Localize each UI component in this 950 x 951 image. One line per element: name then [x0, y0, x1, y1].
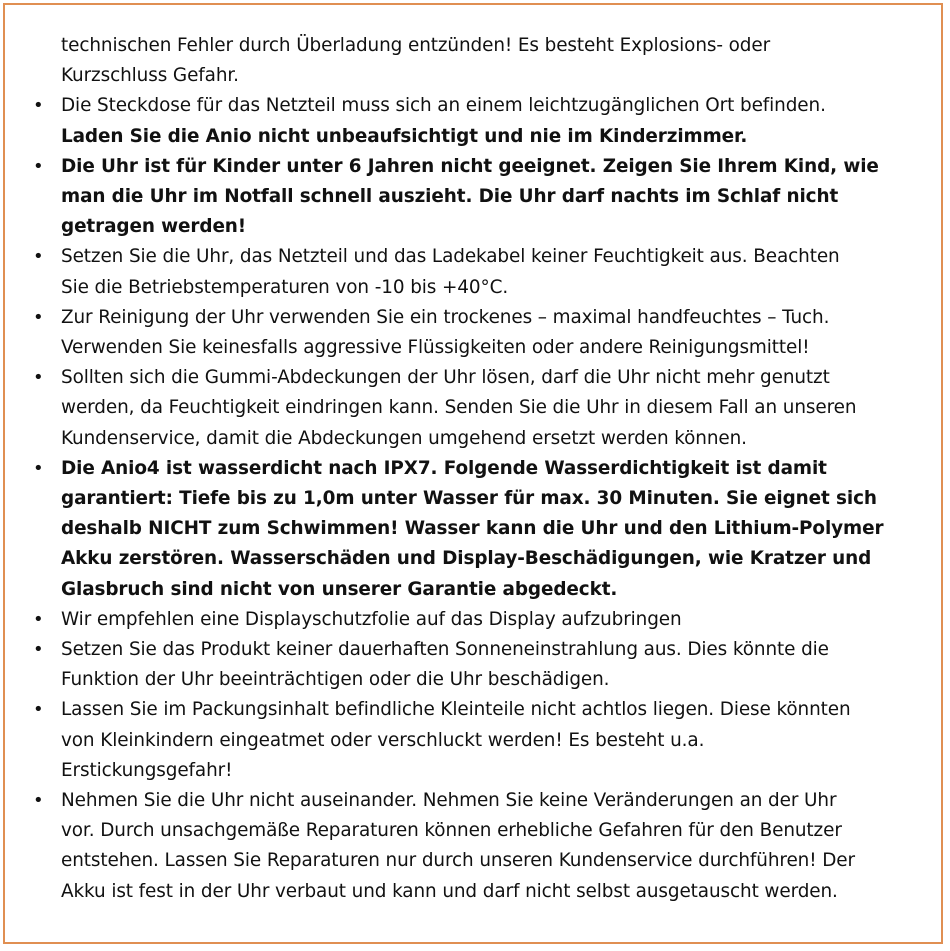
- list-item-line: Zur Reinigung der Uhr verwenden Sie ein trockenes – maximal handfeuchtes – Tuch.: [61, 306, 830, 328]
- list-item: [29, 635, 929, 695]
- list-item-line: Funktion der Uhr beeinträchtigen oder die Uhr beschädigen.: [61, 669, 610, 691]
- list-item-line: Die Uhr ist für Kinder unter 6 Jahren nicht geeignet. Zeigen Sie Ihrem Kind, wie: [61, 155, 879, 177]
- list-item-line: Akku zerstören. Wasserschäden und Display-Beschädigungen, wie Kratzer und: [61, 548, 872, 570]
- list-item-line: Akku ist fest in der Uhr verbaut und kann und darf nicht selbst ausgetauscht werden.: [61, 880, 838, 902]
- list-item: [29, 242, 929, 302]
- bullet-icon: [33, 91, 53, 121]
- list-item-line: entstehen. Lassen Sie Reparaturen nur durch unseren Kundenservice durchführen! Der: [61, 850, 855, 872]
- list-item-line: werden, da Feuchtigkeit eindringen kann. Senden Sie die Uhr in diesem Fall an unseren: [61, 397, 857, 419]
- bullet-icon: [33, 695, 53, 725]
- bullet-icon: [33, 786, 53, 816]
- list-item: [29, 303, 929, 363]
- list-item-line: vor. Durch unsachgemäße Reparaturen können erhebliche Gefahren für den Benutzer: [61, 820, 842, 842]
- list-item: [29, 363, 929, 454]
- list-item-line: Glasbruch sind nicht von unserer Garantie abgedeckt.: [61, 578, 618, 600]
- list-item: [29, 454, 929, 605]
- intro-paragraph: [29, 31, 929, 91]
- bullet-icon: [33, 454, 53, 484]
- list-item: [29, 605, 929, 635]
- list-item-line: Setzen Sie die Uhr, das Netzteil und das Ladekabel keiner Feuchtigkeit aus. Beachten: [61, 246, 840, 268]
- list-item-line: Die Steckdose für das Netzteil muss sich an einem leichtzugänglichen Ort befinden.: [61, 95, 826, 117]
- bullet-icon: [33, 363, 53, 393]
- bullet-icon: [33, 605, 53, 635]
- list-item-line: Lassen Sie im Packungsinhalt befindliche Kleinteile nicht achtlos liegen. Diese könnten: [61, 699, 851, 721]
- list-item-line: Wir empfehlen eine Displayschutzfolie auf das Display aufzubringen: [61, 608, 682, 630]
- list-item-line: man die Uhr im Notfall schnell auszieht. Die Uhr darf nachts im Schlaf nicht: [61, 186, 839, 208]
- intro-line: technischen Fehler durch Überladung entzünden! Es besteht Explosions- oder: [61, 35, 771, 56]
- list-item: [29, 91, 929, 151]
- bullet-icon: [33, 635, 53, 665]
- list-item-line: Verwenden Sie keinesfalls aggressive Flüssigkeiten oder andere Reinigungsmittel!: [61, 337, 810, 359]
- list-item-line: Laden Sie die Anio nicht unbeaufsichtigt und nie im Kinderzimmer.: [61, 125, 748, 147]
- list-item-line: Sollten sich die Gummi-Abdeckungen der Uhr lösen, darf die Uhr nicht mehr genutzt: [61, 367, 830, 389]
- bullet-icon: [33, 152, 53, 182]
- bullet-list: [29, 91, 929, 906]
- intro-line: Kurzschluss Gefahr.: [61, 65, 239, 87]
- list-item-line: Nehmen Sie die Uhr nicht auseinander. Nehmen Sie keine Veränderungen an der Uhr: [61, 790, 837, 812]
- list-item-line: deshalb NICHT zum Schwimmen! Wasser kann die Uhr und den Lithium-Polymer: [61, 518, 884, 540]
- list-item: [29, 786, 929, 907]
- list-item-line: von Kleinkindern eingeatmet oder verschluckt werden! Es besteht u.a.: [61, 729, 705, 751]
- bullet-icon: [33, 303, 53, 333]
- document-frame: [3, 3, 943, 944]
- bullet-icon: [33, 242, 53, 272]
- list-item-line: Setzen Sie das Produkt keiner dauerhaften Sonneneinstrahlung aus. Dies könnte die: [61, 639, 829, 661]
- list-item-line: Kundenservice, damit die Abdeckungen umgehend ersetzt werden können.: [61, 427, 747, 449]
- list-item: [29, 152, 929, 243]
- list-item: [29, 695, 929, 786]
- list-item-line: Die Anio4 ist wasserdicht nach IPX7. Folgende Wasserdichtigkeit ist damit: [61, 457, 827, 479]
- list-item-line: getragen werden!: [61, 216, 247, 238]
- list-item-line: Sie die Betriebstemperaturen von -10 bis +40°C.: [61, 276, 509, 298]
- document-body: [29, 31, 929, 907]
- list-item-line: garantiert: Tiefe bis zu 1,0m unter Wasser für max. 30 Minuten. Sie eignet sich: [61, 488, 877, 510]
- list-item-line: Erstickungsgefahr!: [61, 759, 233, 781]
